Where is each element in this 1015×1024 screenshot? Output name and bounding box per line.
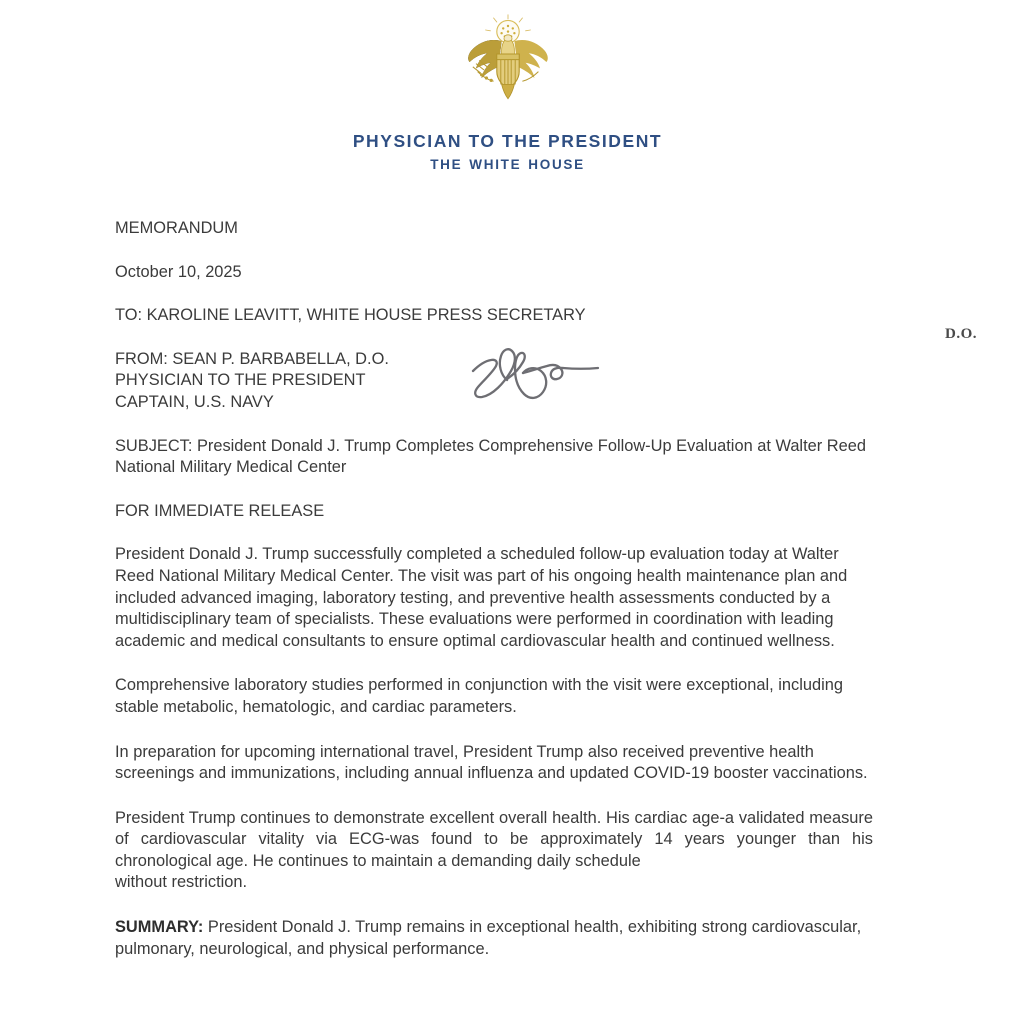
letterhead xyxy=(0,0,1015,173)
summary-paragraph xyxy=(115,917,873,960)
body-paragraph-2: Comprehensive laboratory studies performed in conjunction with the visit were exceptional, including stable metabolic, hematologic, and cardiac parameters. xyxy=(115,676,843,716)
memorandum-label-block xyxy=(115,218,873,240)
summary-text: President Donald J. Trump remains in exceptional health, exhibiting strong cardiovascular, pulmonary, neurological, and physical performance. xyxy=(115,918,862,958)
memo-to: TO: KAROLINE LEAVITT, WHITE HOUSE PRESS SECRETARY xyxy=(115,306,586,325)
memo-from-block xyxy=(115,325,977,414)
memo-release-block xyxy=(115,501,873,523)
memo-from-name: FROM: SEAN P. BARBABELLA, D.O. xyxy=(115,349,389,368)
body-paragraph-4-lastline: without restriction. xyxy=(115,873,248,892)
memo-subject: SUBJECT: President Donald J. Trump Completes Comprehensive Follow-Up Evaluation at Walter Reed National Military Medical Center xyxy=(115,436,871,477)
summary-label: SUMMARY: xyxy=(115,918,204,937)
body-paragraph-4-text: President Trump continues to demonstrate excellent overall health. His cardiac age-a validated measure of cardiovascular vitality via ECG-was found to be approximately 14 years younger than his chronological age. He continues to maintain a demanding daily schedule xyxy=(115,808,873,870)
letterhead-subtitle-word-3: HOUSE xyxy=(528,157,585,173)
memo-release-notice: FOR IMMEDIATE RELEASE xyxy=(115,501,325,520)
memo-body xyxy=(115,218,977,983)
memo-date: October 10, 2025 xyxy=(115,262,242,281)
letterhead-title: PHYSICIAN TO THE PRESIDENT xyxy=(352,131,663,151)
body-paragraph-3: In preparation for upcoming international travel, President Trump also received preventive health screenings and immunizations, including annual influenza and updated COVID-19 booster vaccinations. xyxy=(115,742,868,783)
memo-date-block xyxy=(115,262,873,284)
signature-credential: D.O. xyxy=(945,325,977,342)
memo-to-block xyxy=(115,305,873,327)
letterhead-subtitle-word-1: THE xyxy=(430,157,463,173)
great-seal-eagle-icon xyxy=(460,14,556,110)
letterhead-subtitle-word-2: WHITE xyxy=(469,157,522,173)
memo-from-title: PHYSICIAN TO THE PRESIDENT xyxy=(115,371,366,390)
memorandum-label: MEMORANDUM xyxy=(115,219,238,237)
letterhead-subtitle xyxy=(0,158,1015,173)
body-paragraph-1: President Donald J. Trump successfully completed a scheduled follow-up evaluation today at Walter Reed National Military Medical Center. The visit was part of his ongoing health maintenance plan and included advanced imaging, laboratory testing, and preventive health assessments conducted by a multidisciplinary team of specialists. These evaluations were performed in coordination with leading academic and medical consultants to ensure optimal cardiovascular health and continued wellness. xyxy=(115,545,848,650)
body-paragraph-4 xyxy=(115,808,873,894)
memo-from-rank: CAPTAIN, U.S. NAVY xyxy=(115,392,274,411)
memo-subject-block xyxy=(115,436,873,479)
